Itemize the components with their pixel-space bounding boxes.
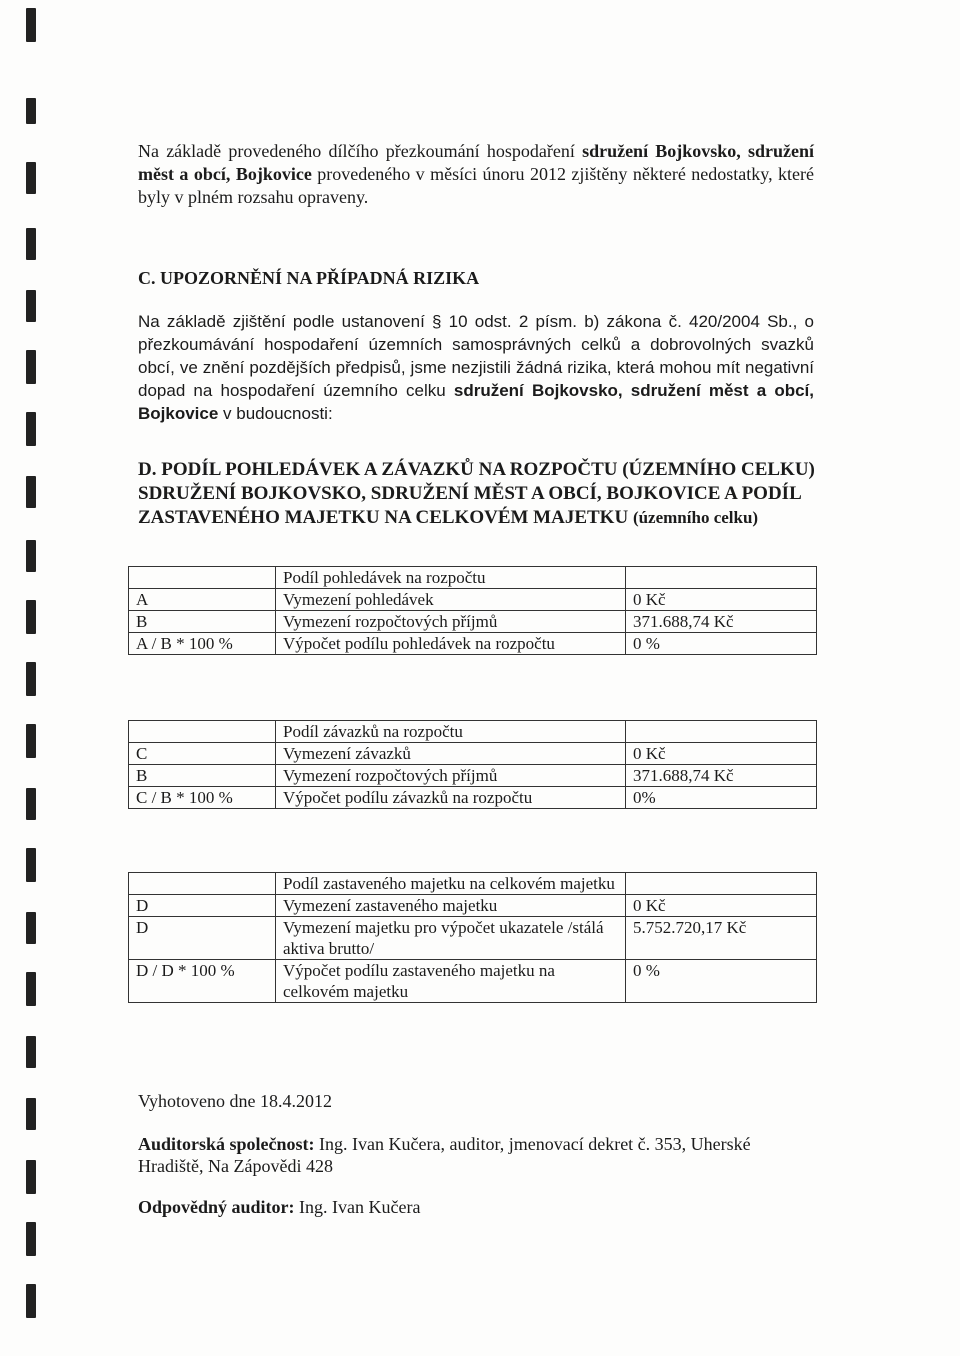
binding-marks <box>26 0 40 1356</box>
section-c-entity-name: sdružení Bojkovsko, sdružení měst a obcí, Bojkovice <box>138 381 815 423</box>
row-value: 0 Kč <box>626 743 817 765</box>
table-row <box>129 611 817 633</box>
row-label: Vymezení zastaveného majetku <box>276 895 626 917</box>
intro-paragraph: Na základě provedeného dílčího přezkoumání hospodaření sdružení Bojkovsko, sdružení měst a obcí, Bojkovice provedeného v měsíci únoru 2012 zjištěny některé nedostatky, které byly v plném rozsahu opraveny. <box>138 141 815 207</box>
row-code: C / B * 100 % <box>129 787 276 809</box>
row-label: Vymezení pohledávek <box>276 589 626 611</box>
table-row <box>129 895 817 917</box>
section-c-paragraph: Na základě zjištění podle ustanovení § 10 odst. 2 písm. b) zákona č. 420/2004 Sb., o přezkoumávání hospodaření územních samosprávných celků a dobrovolných svazků obcí, ve znění pozdějších předpisů, jsme nezjistili žádná rizika, která mohou mít negativní dopad na hospodaření územního celku sdružení Bojkovsko, sdružení měst a obcí, Bojkovice v budoucnosti: <box>138 312 815 423</box>
table-row <box>129 787 817 809</box>
section-c-heading: C. UPOZORNĚNÍ NA PŘÍPADNÁ RIZIKA <box>138 268 480 288</box>
responsible-auditor-label: Odpovědný auditor: <box>138 1197 295 1217</box>
row-code: B <box>129 611 276 633</box>
table-row <box>129 917 817 960</box>
row-code: B <box>129 765 276 787</box>
table-row <box>129 960 817 1003</box>
row-code: D / D * 100 % <box>129 960 276 1003</box>
pledged-assets-table <box>128 872 817 1003</box>
liabilities-table <box>128 720 817 809</box>
receivables-table <box>128 566 817 655</box>
table-title: Podíl závazků na rozpočtu <box>276 721 626 743</box>
audit-company: Auditorská společnost: Ing. Ivan Kučera, auditor, jmenovací dekret č. 353, Uherské Hradiště, Na Zápovědi 428 <box>138 1134 751 1176</box>
table-title-row <box>129 567 817 589</box>
row-code: C <box>129 743 276 765</box>
row-value: 0 Kč <box>626 589 817 611</box>
table-row <box>129 633 817 655</box>
row-value: 5.752.720,17 Kč <box>626 917 817 960</box>
row-value: 0% <box>626 787 817 809</box>
table-title-row <box>129 873 817 895</box>
issue-date: Vyhotoveno dne 18.4.2012 <box>138 1091 332 1111</box>
section-d-heading: D. PODÍL POHLEDÁVEK A ZÁVAZKŮ NA ROZPOČTU (ÚZEMNÍHO CELKU) SDRUŽENÍ BOJKOVSKO, SDRUŽENÍ MĚST A OBCÍ, BOJKOVICE A PODÍL ZASTAVENÉHO MAJETKU NA CELKOVÉM MAJETKU (územního celku) <box>138 459 815 528</box>
table-row <box>129 743 817 765</box>
responsible-auditor: Odpovědný auditor: Ing. Ivan Kučera <box>138 1197 421 1217</box>
row-value: 0 % <box>626 960 817 1003</box>
row-label: Vymezení závazků <box>276 743 626 765</box>
table-title: Podíl zastaveného majetku na celkovém majetku <box>276 873 626 895</box>
row-label: Vymezení majetku pro výpočet ukazatele /stálá aktiva brutto/ <box>276 917 626 960</box>
row-value: 371.688,74 Kč <box>626 765 817 787</box>
row-code: D <box>129 917 276 960</box>
row-code: A <box>129 589 276 611</box>
row-value: 371.688,74 Kč <box>626 611 817 633</box>
row-code: A / B * 100 % <box>129 633 276 655</box>
row-label: Výpočet podílu zastaveného majetku na celkovém majetku <box>276 960 626 1003</box>
row-label: Výpočet podílu pohledávek na rozpočtu <box>276 633 626 655</box>
table-title: Podíl pohledávek na rozpočtu <box>276 567 626 589</box>
row-code: D <box>129 895 276 917</box>
intro-entity-name: sdružení Bojkovsko, sdružení měst a obcí, Bojkovice <box>138 141 815 184</box>
row-label: Vymezení rozpočtových příjmů <box>276 765 626 787</box>
table-row <box>129 765 817 787</box>
row-label: Výpočet podílu závazků na rozpočtu <box>276 787 626 809</box>
row-value: 0 Kč <box>626 895 817 917</box>
table-row <box>129 589 817 611</box>
audit-company-label: Auditorská společnost: <box>138 1134 315 1154</box>
row-label: Vymezení rozpočtových příjmů <box>276 611 626 633</box>
row-value: 0 % <box>626 633 817 655</box>
table-title-row <box>129 721 817 743</box>
